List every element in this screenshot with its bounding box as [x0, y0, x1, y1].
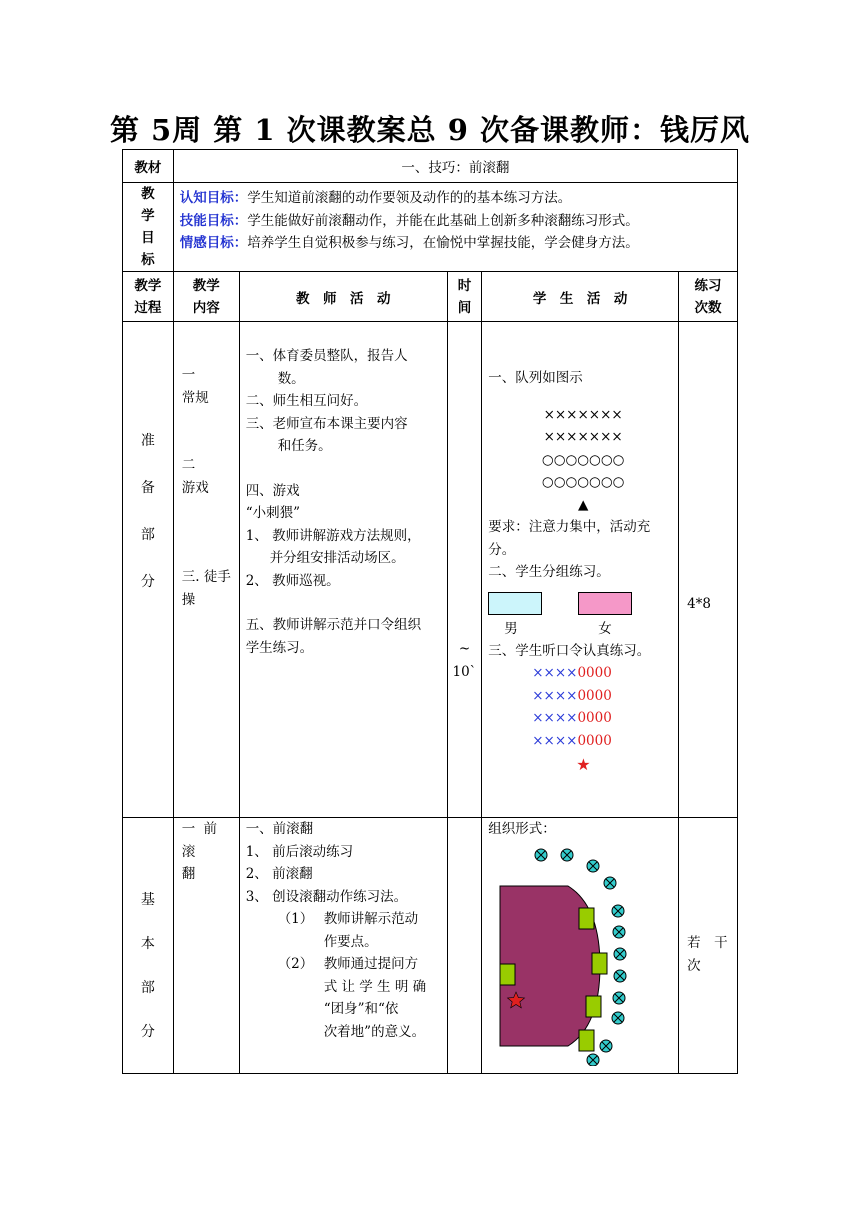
mat-box — [579, 1030, 594, 1051]
prep-time: ~ 10` — [447, 322, 482, 818]
prep-student: 一、队列如图示 ××××××× ××××××× ○○○○○○○ ○○○○○○○ ▲ 要求：注意力集中，活动充 分。 二、学生分组练习。 男 女 三、学生听口令认真练习。 ××××0000 ××××0000 ××××0000 ××××0000 ★ — [482, 322, 679, 818]
header-time: 时 间 — [447, 272, 482, 322]
boys-area — [488, 592, 542, 615]
teacher-position-marker: ▲ — [577, 496, 589, 513]
basic-content: 一 前 滚 翻 — [173, 818, 239, 1074]
prep-row — [123, 322, 738, 818]
goal-cognitive: 认知目标：学生知道前滚翻的动作要领及动作的的基本练习方法。 — [179, 190, 572, 206]
basic-teacher: 一、前滚翻 1、 前后滚动练习 2、 前滚翻 3、 创设滚翻动作练习法。 （1） 教师讲解示范动 作要点。 （2） 教师通过提问方 式 让 学 生 明 确 “团身”和“依 次着地”的意义。 — [239, 818, 447, 1074]
basic-reps: 若 干 次 — [679, 818, 738, 1074]
prep-content: 一 常规 二 游戏 三. 徒手 操 — [173, 322, 239, 818]
material-value: 一、技巧：前滚翻 — [173, 150, 737, 183]
student-circle — [561, 849, 573, 861]
group-labels: 男 女 — [504, 620, 612, 637]
prep-reps: 4*8 — [679, 322, 738, 818]
page-title: 第 5周 第 1 次课教案总 9 次备课教师：钱厉风 — [109, 113, 751, 147]
goals-label: 教 学 目 标 — [123, 183, 174, 272]
practice-formation: ××××0000 ××××0000 ××××0000 ××××0000 — [532, 665, 612, 749]
prep-process: 准 备 部 分 — [123, 322, 174, 818]
prep-teacher: 一、体育委员整队，报告人 数。 二、师生相互问好。 三、老师宣布本课主要内容 和任务。 四、游戏 “小刺猥” 1、 教师讲解游戏方法规则， 并分组安排活动场区。 2、 教师巡视。 五、教师讲解示范并口令组织 学生练习。 — [239, 322, 447, 818]
goals-row — [123, 183, 738, 272]
mat-box — [586, 996, 601, 1017]
student-circle — [587, 860, 599, 872]
mat-box — [500, 964, 515, 985]
student-circle — [612, 905, 624, 917]
student-circle — [535, 849, 547, 861]
header-process: 教学 过程 — [123, 272, 174, 322]
student-circle — [614, 970, 626, 982]
group-boxes — [488, 584, 678, 618]
lesson-plan-table — [122, 149, 738, 1074]
teacher-step-1: （1） 教师讲解示范动 作要点。 — [277, 911, 419, 950]
student-circle — [613, 926, 625, 938]
goals-content — [173, 183, 737, 272]
basic-process: 基 本 部 分 — [123, 818, 174, 1074]
goal-affective: 情感目标：培养学生自觉积极参与练习，在愉悦中掌握技能，学会健身方法。 — [179, 235, 639, 251]
material-label: 教材 — [123, 150, 174, 183]
student-circle — [587, 1054, 599, 1066]
header-student: 学 生 活 动 — [482, 272, 679, 322]
student-circle — [613, 992, 625, 1004]
mat-box — [592, 953, 607, 974]
header-content: 教学 内容 — [173, 272, 239, 322]
goal-skill: 技能目标：学生能做好前滚翻动作，并能在此基础上创新多种滚翻练习形式。 — [179, 212, 639, 229]
teacher-step-2: （2） 教师通过提问方 式 让 学 生 明 确 “团身”和“依 次着地”的意义。 — [277, 956, 427, 1040]
student-circle — [600, 1040, 612, 1052]
student-circle — [614, 948, 626, 960]
student-circle — [612, 1012, 624, 1024]
formation-diagram: ××××××× ××××××× ○○○○○○○ ○○○○○○○ ▲ — [488, 404, 678, 517]
header-row — [123, 272, 738, 322]
basic-student: 组织形式： — [482, 818, 679, 1074]
basic-time — [447, 818, 482, 1074]
student-circle — [604, 877, 616, 889]
basic-row — [123, 818, 738, 1074]
organization-diagram — [488, 846, 674, 1066]
header-reps: 练习 次数 — [679, 272, 738, 322]
girls-area — [578, 592, 632, 615]
mat-box — [579, 908, 594, 929]
material-row — [123, 150, 738, 183]
teacher-star-icon: ★ — [576, 755, 591, 774]
header-teacher: 教 师 活 动 — [239, 272, 447, 322]
